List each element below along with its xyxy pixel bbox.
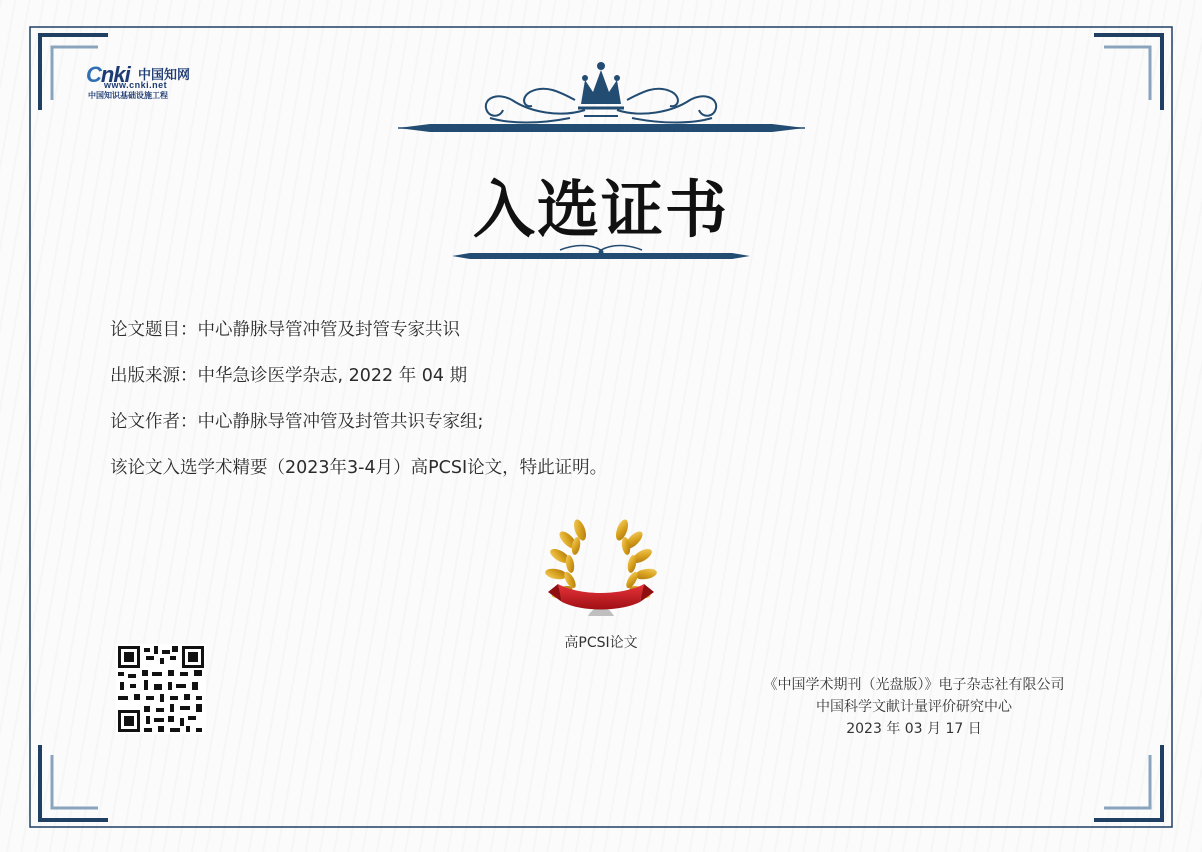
issuer-center: 中国科学文献计量评价研究中心 xyxy=(816,699,1012,715)
cnki-logo-icon xyxy=(86,62,206,104)
logo-mark: Cnki xyxy=(86,62,130,87)
issuer-block xyxy=(690,674,1138,740)
author-line: 论文作者：中心静脉导管冲管及封管共识专家组; xyxy=(110,412,484,432)
crown-ornament-icon xyxy=(398,62,805,132)
laurel-wreath-icon xyxy=(540,518,662,624)
issue-date: 2023 年 03 月 17 日 xyxy=(846,721,982,737)
logo-url: www.cnki.net xyxy=(104,80,168,90)
certificate-body xyxy=(110,318,607,502)
qr-code-icon[interactable] xyxy=(116,644,206,734)
source-line: 出版来源：中华急诊医学杂志, 2022 年 04 期 xyxy=(110,366,468,386)
corner-ornament-top-right xyxy=(1094,35,1162,110)
paper-title-line: 论文题目：中心静脉导管冲管及封管专家共识 xyxy=(110,320,460,340)
statement-line: 该论文入选学术精要（2023年3-4月）高PCSI论文，特此证明。 xyxy=(110,458,608,478)
corner-ornament-bottom-right xyxy=(1094,745,1162,820)
seal-caption: 高PCSI论文 xyxy=(564,635,638,651)
logo-chinese-name: 中国知网 xyxy=(138,68,191,83)
logo-subtitle: 中国知识基础设施工程 xyxy=(88,91,168,100)
issuer-publisher: 《中国学术期刊（光盘版）》电子杂志社有限公司 xyxy=(763,677,1065,693)
certificate-title: 入选证书 xyxy=(472,173,729,246)
corner-ornament-bottom-left xyxy=(40,745,108,820)
